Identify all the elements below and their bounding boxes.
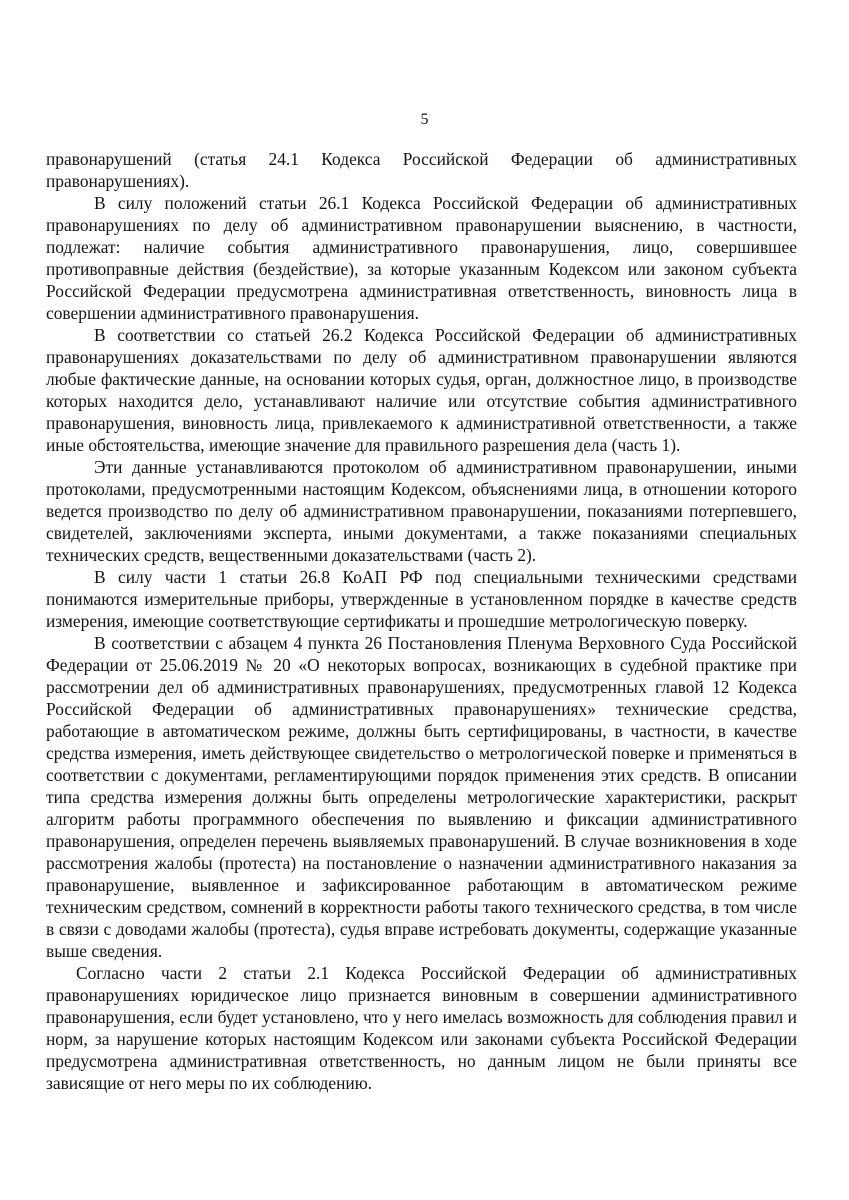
document-body <box>46 148 797 1094</box>
paragraph-evidence-sources: Эти данные устанавливаются протоколом об административном правонарушении, иными протоколами, предусмотренными настоящим Кодексом, объяснениями лица, в отношении которого ведется производство по делу об административном правонарушении, показаниями потерпевшего, свидетелей, заключениями эксперта, иными документами, а также показаниями специальных технических средств, вещественными доказательствами (часть 2). <box>46 457 797 565</box>
paragraph-article-2-1: Согласно части 2 статьи 2.1 Кодекса Российской Федерации об административных правонарушениях юридическое лицо признается виновным в совершении административного правонарушения, если будет установлено, что у него имелась возможность для соблюдения правил и норм, за нарушение которых настоящим Кодексом или законами субъекта Российской Федерации предусмотрена административная ответственность, но данным лицом не были приняты все зависящие от него меры по их соблюдению. <box>46 963 797 1093</box>
paragraph-article-26-2: В соответствии со статьей 26.2 Кодекса Российской Федерации об административных правонарушениях доказательствами по делу об административном правонарушении являются любые фактические данные, на основании которых судья, орган, должностное лицо, в производстве которых находится дело, устанавливают наличие или отсутствие события административного правонарушения, виновность лица, привлекаемого к административной ответственности, а также иные обстоятельства, имеющие значение для правильного разрешения дела (часть 1). <box>46 325 797 455</box>
page-number: 5 <box>420 111 429 128</box>
paragraph-plenum-resolution: В соответствии с абзацем 4 пункта 26 Постановления Пленума Верховного Суда Российской Федерации от 25.06.2019 № 20 «О некоторых вопросах, возникающих в судебной практике при рассмотрении дел об административных правонарушениях, предусмотренных главой 12 Кодекса Российской Федерации об административных правонарушениях» технические средства, работающие в автоматическом режиме, должны быть сертифицированы, в частности, в качестве средства измерения, иметь действующее свидетельство о метрологической поверке и применяться в соответствии с документами, регламентирующими порядок применения этих средств. В описании типа средства измерения должны быть определены метрологические характеристики, раскрыт алгоритм работы программного обеспечения по выявлению и фиксации административного правонарушения, определен перечень выявляемых правонарушений. В случае возникновения в ходе рассмотрения жалобы (протеста) на постановление о назначении административного наказания за правонарушение, выявленное и зафиксированное работающим в автоматическом режиме техническим средством, сомнений в корректности работы такого технического средства, в том числе в связи с доводами жалобы (протеста), судья вправе истребовать документы, содержащие указанные выше сведения. <box>46 633 797 961</box>
paragraph-article-26-8: В силу части 1 статьи 26.8 КоАП РФ под специальными техническими средствами понимаются измерительные приборы, утвержденные в установленном порядке в качестве средств измерения, имеющие соответствующие сертификаты и прошедшие метрологическую поверку. <box>46 567 797 631</box>
paragraph-continuation: правонарушений (статья 24.1 Кодекса Российской Федерации об административных правонарушениях). <box>46 149 797 191</box>
paragraph-article-26-1: В силу положений статьи 26.1 Кодекса Российской Федерации об административных правонарушениях по делу об административном правонарушении выяснению, в частности, подлежат: наличие события административного правонарушения, лицо, совершившее противоправные действия (бездействие), за которые указанным Кодексом или законом субъекта Российской Федерации предусмотрена административная ответственность, виновность лица в совершении административного правонарушения. <box>46 193 797 323</box>
